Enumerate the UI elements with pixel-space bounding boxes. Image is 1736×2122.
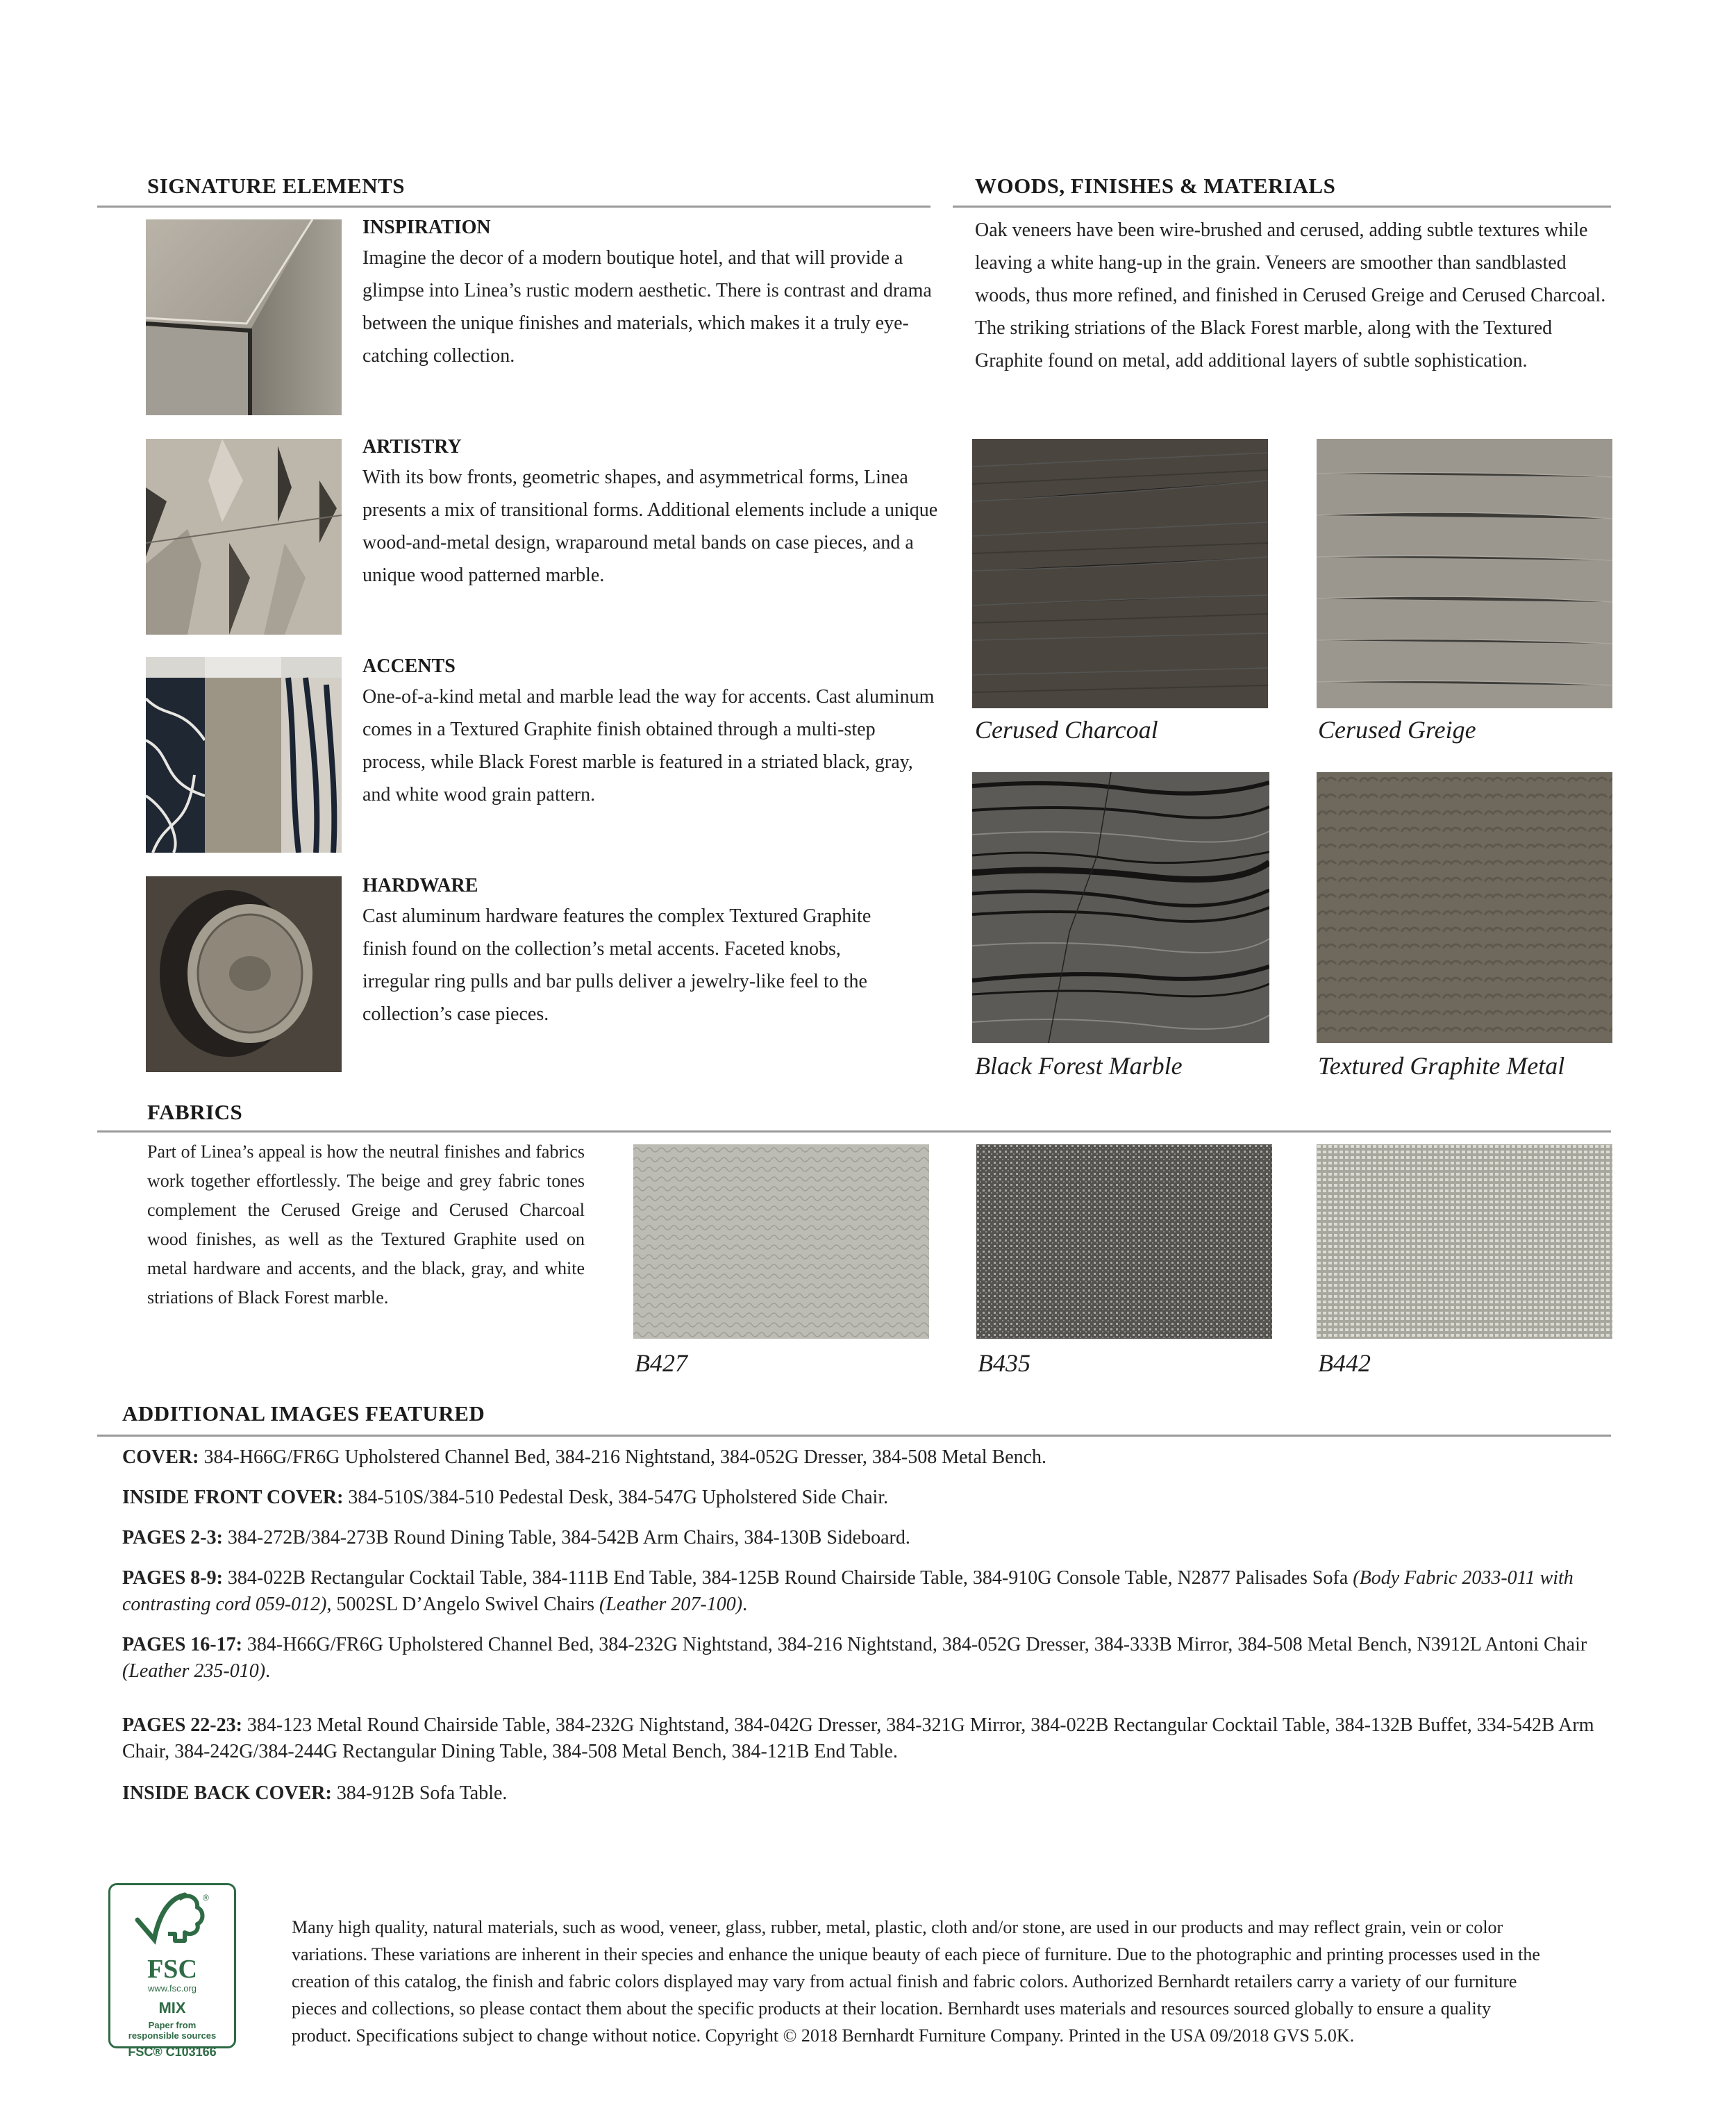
entry-text: 384-510S/384-510 Pedestal Desk, 384-547G Upholstered Side Chair. xyxy=(343,1487,889,1508)
entry-label: PAGES 16-17: xyxy=(122,1634,242,1655)
entry-italic-note: (Leather 235-010) xyxy=(122,1660,266,1682)
fabrics-text: Part of Linea’s appeal is how the neutral finishes and fabrics work together effortlessly. The beige and grey fabric tones complement the Cerused Greige and Cerused Charcoal wood finishes, as well as the Textured Graphite used on metal hardware and accents, and the black, gray, and white striations of Black Forest marble. xyxy=(147,1142,585,1308)
additional-entry-pages-22-23 xyxy=(122,1712,1615,1765)
inspiration-block xyxy=(362,217,932,372)
additional-entry-pages-8-9 xyxy=(122,1565,1615,1618)
entry-italic-note: (Leather 207-100) xyxy=(599,1594,743,1615)
accents-heading: ACCENTS xyxy=(362,655,456,677)
artistry-text: With its bow fronts, geometric shapes, and asymmetrical forms, Linea presents a mix of transitional forms. Additional elements include a unique wood-and-metal design, wraparound metal bands on case pieces, and a unique wood patterned marble. xyxy=(362,467,938,586)
hardware-block xyxy=(362,875,911,1030)
black-forest-marble-swatch xyxy=(972,772,1269,1043)
entry-italic-note: (Body Fabric 2033-011 with contrasting cord 059-012) xyxy=(122,1567,1574,1615)
cerused-charcoal-swatch xyxy=(972,439,1268,708)
marble-and-metal-accent-image xyxy=(146,657,342,853)
entry-text: . xyxy=(265,1660,271,1682)
fsc-paper-line: Paper from xyxy=(148,2020,197,2030)
fabric-b435-label: B435 xyxy=(978,1349,1030,1377)
artistry-heading: ARTISTRY xyxy=(362,436,462,458)
legal-disclaimer: Many high quality, natural materials, such as wood, veneer, glass, rubber, metal, plastic, cloth and/or stone, are used in our products and may reflect grain, vein or color variations. These variations are inherent in their species and enhance the unique beauty of each piece of furniture. Due to the photographic and printing processes used in the creation of this catalog, the finish and fabric colors displayed may vary from actual finish and fabric colors. Authorized Bernhardt retailers carry a variety of our furniture pieces and collections, so please contact them about the specific products at their location. Bernhardt uses materials and resources sourced globally to ensure a quality product. Specifications subject to change without notice. Copyright © 2018 Bernhardt Furniture Company. Printed in the USA 09/2018 GVS 5.0K. xyxy=(292,1917,1540,2046)
entry-text: 384-272B/384-273B Round Dining Table, 384-542B Arm Chairs, 384-130B Sideboard. xyxy=(222,1527,910,1548)
entry-label: PAGES 2-3: xyxy=(122,1527,223,1548)
additional-entry-inside-back-cover xyxy=(122,1780,1615,1807)
entry-label: INSIDE FRONT COVER: xyxy=(122,1487,344,1508)
fsc-certification-logo xyxy=(108,1883,236,2059)
fabrics-title: FABRICS xyxy=(147,1100,243,1124)
fsc-url: www.fsc.org xyxy=(147,1983,197,1994)
entry-text: 384-912B Sofa Table. xyxy=(331,1782,508,1804)
geometric-bow-front-image xyxy=(146,439,342,635)
entry-text: 384-H66G/FR6G Upholstered Channel Bed, 384-216 Nightstand, 384-052G Dresser, 384-508 Metal Bench. xyxy=(199,1446,1047,1468)
accents-block xyxy=(362,655,939,811)
signature-elements-title: SIGNATURE ELEMENTS xyxy=(147,174,406,198)
textured-graphite-metal-caption: Textured Graphite Metal xyxy=(1318,1052,1565,1080)
woods-text: Oak veneers have been wire-brushed and cerused, adding subtle textures while leaving a white hang-up in the grain. Veneers are smoother than sandblasted woods, thus more refined, and finished in Cerused Greige and Cerused Charcoal. The striking striations of the Black Forest marble, along with the Textured Graphite found on metal, add additional layers of subtle sophistication. xyxy=(975,219,1606,371)
entry-label: PAGES 22-23: xyxy=(122,1714,242,1736)
fabric-b427-label: B427 xyxy=(635,1349,687,1377)
entry-label: COVER: xyxy=(122,1446,199,1468)
entry-text: 384-H66G/FR6G Upholstered Channel Bed, 384-232G Nightstand, 384-216 Nightstand, 384-052G Dresser, 384-333B Mirror, 384-508 Metal Bench, N3912L Antoni Chair xyxy=(242,1634,1587,1655)
accents-text: One-of-a-kind metal and marble lead the way for accents. Cast aluminum comes in a Textured Graphite finish obtained through a multi-step process, while Black Forest marble is featured in a striated black, gray, and white wood grain pattern. xyxy=(362,686,935,805)
fabric-b435-swatch xyxy=(976,1144,1272,1339)
hardware-text: Cast aluminum hardware features the complex Textured Graphite finish found on the collection’s metal accents. Faceted knobs, irregular ring pulls and bar pulls deliver a jewelry-like feel to the collection’s case pieces. xyxy=(362,905,871,1025)
entry-text: , 5002SL D’Angelo Swivel Chairs xyxy=(326,1594,599,1615)
fabric-b442-swatch xyxy=(1317,1144,1612,1339)
fsc-tree-checkmark-icon xyxy=(131,1891,214,1953)
additional-entry-inside-front-cover xyxy=(122,1485,1615,1511)
brushed-metal-corner-image xyxy=(146,219,342,415)
fsc-sources-line: responsible sources xyxy=(128,2030,217,2041)
inspiration-heading: INSPIRATION xyxy=(362,217,491,238)
additional-entry-cover xyxy=(122,1444,1615,1471)
section-divider xyxy=(953,206,1611,208)
fsc-mix: MIX xyxy=(158,1999,186,2016)
additional-entry-pages-2-3 xyxy=(122,1525,1615,1551)
fsc-code: FSC® C103166 xyxy=(128,2045,217,2059)
hardware-heading: HARDWARE xyxy=(362,875,478,896)
fabric-b427-swatch xyxy=(633,1144,929,1339)
black-forest-marble-caption: Black Forest Marble xyxy=(975,1052,1183,1080)
entry-label: INSIDE BACK COVER: xyxy=(122,1782,332,1804)
cerused-charcoal-caption: Cerused Charcoal xyxy=(975,716,1158,744)
artistry-block xyxy=(362,436,939,592)
fabric-b442-label: B442 xyxy=(1318,1349,1371,1377)
fsc-brand: FSC xyxy=(147,1955,197,1984)
entry-text: . xyxy=(742,1594,748,1615)
entry-text: 384-022B Rectangular Cocktail Table, 384-111B End Table, 384-125B Round Chairside Table, 384-910G Console Table, N2877 Palisades Sofa xyxy=(222,1567,1353,1589)
section-divider xyxy=(97,1435,1611,1437)
section-divider xyxy=(97,1130,1611,1133)
cerused-greige-swatch xyxy=(1317,439,1612,708)
woods-finishes-title: WOODS, FINISHES & MATERIALS xyxy=(975,174,1336,198)
cerused-greige-caption: Cerused Greige xyxy=(1318,716,1476,744)
entry-text: 384-123 Metal Round Chairside Table, 384-232G Nightstand, 384-042G Dresser, 384-321G Mirror, 384-022B Rectangular Cocktail Table, 384-132B Buffet, 334-542B Arm Chair, 384-242G/384-244G Rectangular Dining Table, 384-508 Metal Bench, 384-121B End Table. xyxy=(122,1714,1594,1762)
additional-entry-pages-16-17 xyxy=(122,1632,1615,1685)
round-knob-hardware-image xyxy=(146,876,342,1072)
additional-images-title: ADDITIONAL IMAGES FEATURED xyxy=(122,1401,485,1426)
section-divider xyxy=(97,206,930,208)
textured-graphite-metal-swatch xyxy=(1317,772,1612,1043)
entry-label: PAGES 8-9: xyxy=(122,1567,223,1589)
inspiration-text: Imagine the decor of a modern boutique hotel, and that will provide a glimpse into Linea’s rustic modern aesthetic. There is contrast and drama between the unique finishes and materials, which makes it a truly eye-catching collection. xyxy=(362,247,932,367)
registered-mark: ® xyxy=(203,1893,209,1903)
